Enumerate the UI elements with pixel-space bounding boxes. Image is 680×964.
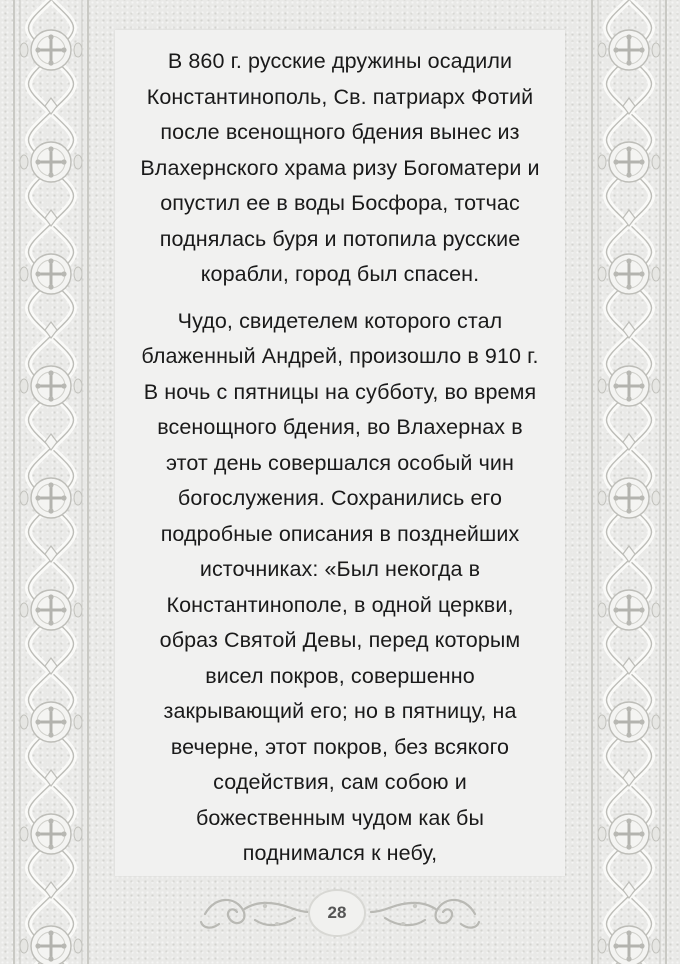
page-text <box>115 44 565 872</box>
page-number-badge <box>310 891 364 935</box>
paragraph-2: Чудо, свидетелем которого стал блаженный Андрей, произошло в 910 г. В ночь с пятницы на субботу, во время всенощного бдения, во Влахернах в этот день совершался особый чин богослужения. Сохранились его подробные описания в позднейших источниках: «Был некогда в Константинополе, в одной церкви, образ Святой Девы, перед которым висел покров, совершенно закрывающий его; но в пятницу, на вечерне, этот покров, без всякого содействия, сам собою и божественным чудом как бы поднимался к небу, <box>141 308 539 865</box>
paragraph-1: В 860 г. русские дружины осадили Константинополь, Св. патриарх Фотий после всенощного бдения вынес из Влахернского храма ризу Богоматери и опустил ее в воды Босфора, тотчас поднялась буря и потопила русские корабли, город был спасен. <box>140 49 540 286</box>
page-number: 28 <box>327 903 347 922</box>
ornament-pattern-icon <box>586 0 672 964</box>
left-ornamental-border <box>8 0 94 964</box>
text-panel <box>115 30 565 876</box>
right-ornamental-border <box>586 0 672 964</box>
ornament-pattern-icon <box>8 0 94 964</box>
